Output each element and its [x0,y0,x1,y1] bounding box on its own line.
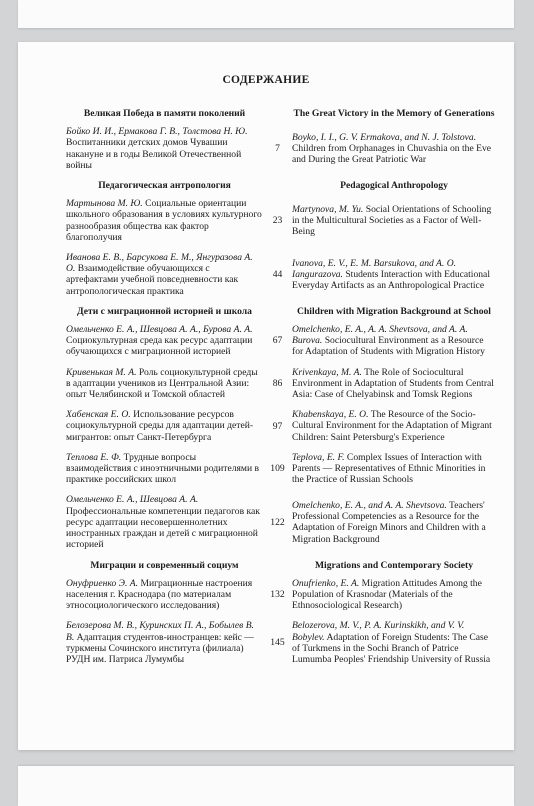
entry-title-en: Migration Attitudes Among the Population of Krasnodar (Materials of the Ethnosociological Research) [292,577,482,612]
section-heading-row [66,180,496,191]
entry-en [292,500,496,545]
entry-authors-en: Teplova, E. F. [292,451,345,463]
page-number: 7 [275,143,280,155]
previous-page-edge [18,0,514,28]
entry-title-en: Adaptation of Foreign Students: The Case of Turkmens in the Sochi Branch of Patrice Lumumba Peoples' Friendship University of Russia [292,631,491,665]
entry-authors-ru: Бойко И. И., Ермакова Г. В., Толстова Н. Ю. [66,126,248,138]
page-number: 23 [272,215,283,227]
entry-title-ru: Профессиональные компетенции педагогов как ресурс адаптации несовершеннолетних иностранных граждан и детей с миграционной историей [66,505,260,551]
entry-ru [66,494,263,550]
section-heading-row [66,108,496,119]
toc-entry [66,452,496,486]
section-title-ru: Педагогическая антропология [98,180,231,192]
entry-ru [66,324,263,358]
page-number: 44 [272,268,283,280]
entry-authors-ru: Хабенская Е. О. [66,409,131,421]
entry-ru [66,198,263,243]
toc-entry [66,126,496,171]
entry-en [292,204,496,238]
toc-entry [66,252,496,297]
table-of-contents [66,108,496,674]
entry-title-en: Teachers' Professional Competencies as a Resource for the Adaptation of Foreign Minors and Children with a Migration Background [292,500,486,545]
entry-ru [66,620,263,665]
entry-title-en: The Role of Sociocultural Environment in Adaptation of Students from Central Asia: Case of Chelyabinsk and Tomsk Regions [292,366,494,401]
section-title-en: Children with Migration Background at School [297,305,491,317]
entry-title-ru: Использование ресурсов социокультурной среды для адаптации детей-мигрантов: опыт Санкт-Петербурга [66,409,254,443]
entry-title-ru: Социокультурная среда как ресурс адаптации обучающихся с миграционной историей [66,335,253,358]
entry-title-en: Social Orientations of Schooling in the Multicultural Societies as a Factor of Well-Being [292,203,492,238]
entry-authors-en: Omelchenko, E. A., and A. A. Shevtsova. [292,500,447,512]
section-title-en: Migrations and Contemporary Society [314,559,474,571]
entry-title-ru: Социальные ориентации школьного образования в условиях культурного разнообразия общества как фактор благополучия [66,198,262,243]
entry-authors-ru: Омельченко Е. А., Шевцова А. А., Бурова А. А. [66,324,253,336]
entry-title-en: Sociocultural Environment as a Resource for Adaptation of Students with Migration History [292,335,485,358]
entry-authors-en: Krivenkaya, M. A. [292,366,362,378]
entry-title-en: Children from Orphanages in Chuvashia on the Eve and During the Great Patriotic War [292,143,492,166]
entry-en [292,409,496,443]
entry-title-ru: Роль социокультурной среды в адаптации учеников из Центральной Азии: опыт Челябинской и Томской областей [66,366,258,401]
section-title-en: Pedagogical Anthropology [340,180,448,192]
entry-ru [66,409,263,443]
page-number: 145 [270,637,285,649]
entry-title-ru: Адаптация студентов-иностранцев: кейс — туркмены Сочинского института (филиала) РУДН им. Патриса Лумумбы [66,631,254,665]
page-number: 132 [270,589,285,600]
entry-en [292,578,496,612]
entry-en [292,324,496,358]
page-number: 109 [270,463,285,475]
page-title: СОДЕРЖАНИЕ [222,74,310,86]
entry-authors-ru: Иванова Е. В., Барсукова Е. М., Янгуразова А. О. [66,252,253,275]
entry-title-en: Complex Issues of Interaction with Parents — Representatives of Ethnic Minorities in the Practice of Russian Schools [292,451,486,486]
page-number: 86 [272,377,283,389]
toc-entry [66,367,496,401]
entry-title-en: Students Interaction with Educational Everyday Artifacts as an Anthropological Practice [292,268,490,292]
entry-authors-en: Onufrienko, E. A. [292,577,360,589]
entry-authors-en: Khabenskaya, E. O. [292,409,369,421]
toc-entry [66,324,496,358]
entry-ru [66,252,263,297]
entry-en [292,367,496,401]
entry-ru [66,452,263,486]
section-heading-row [66,560,496,571]
entry-ru [66,578,263,612]
section-title-ru: Миграции и современный социум [90,559,239,571]
toc-entry [66,198,496,243]
entry-authors-ru: Теплова Е. Ф. [66,451,122,463]
entry-authors-ru: Белозерова М. В., Куринских П. А., Бобылев В. В. [66,620,254,643]
entry-authors-en: Belozerova, M. V., P. A. Kurinskikh, and V. V. Bobylev. [292,620,465,643]
page-number: 67 [272,335,283,347]
entry-authors-en: Ivanova, E. V., E. M. Barsukova, and A. O. Iangurazova. [292,257,457,280]
entry-title-ru: Воспитанники детских домов Чувашии накануне и в годы Великой Отечественной войны [66,137,242,171]
page-number: 97 [272,420,283,432]
section-heading-row [66,306,496,317]
section-title-ru: Великая Победа в памяти поколений [83,108,246,119]
section-title-en: The Great Victory in the Memory of Generations [293,108,495,119]
entry-authors-en: Omelchenko, E. A., A. A. Shevtsova, and A. A. Burova. [292,324,468,347]
next-page-edge [18,766,514,806]
entry-authors-ru: Кривенькая М. А. [66,366,137,378]
entry-authors-en: Martynova, M. Yu. [292,203,364,215]
entry-title-ru: Миграционные настроения населения г. Краснодара (по материалам этносоциологического исследования) [66,577,253,612]
entry-title-ru: Трудные вопросы взаимодействия с иноэтничными родителями в практике российских школ [66,451,260,486]
toc-entry [66,494,496,550]
page-number: 122 [270,516,285,528]
entry-ru [66,367,263,401]
toc-entry [66,409,496,443]
toc-entry [66,620,496,665]
section-title-ru: Дети с миграционной историей и школа [77,305,252,317]
document-page [18,42,514,750]
toc-entry [66,578,496,612]
entry-authors-ru: Омельченко Е. А., Шевцова А. А. [66,494,199,506]
entry-title-en: The Resource of the Socio-Cultural Environment for the Adaptation of Migrant Children: Saint Petersburg's Experience [292,409,492,443]
entry-en [292,452,496,486]
entry-ru [66,126,263,171]
entry-en [292,258,496,292]
entry-authors-ru: Онуфриенко Э. А. [66,577,139,589]
entry-authors-en: Boyko, I. I., G. V. Ermakova, and N. J. Tolstova. [292,131,477,143]
entry-en [292,132,496,166]
entry-title-ru: Взаимодействие обучающихся с артефактами учебной повседневности как антропологическая практика [66,263,239,297]
entry-authors-ru: Мартынова М. Ю. [66,198,143,210]
entry-en [292,620,496,665]
